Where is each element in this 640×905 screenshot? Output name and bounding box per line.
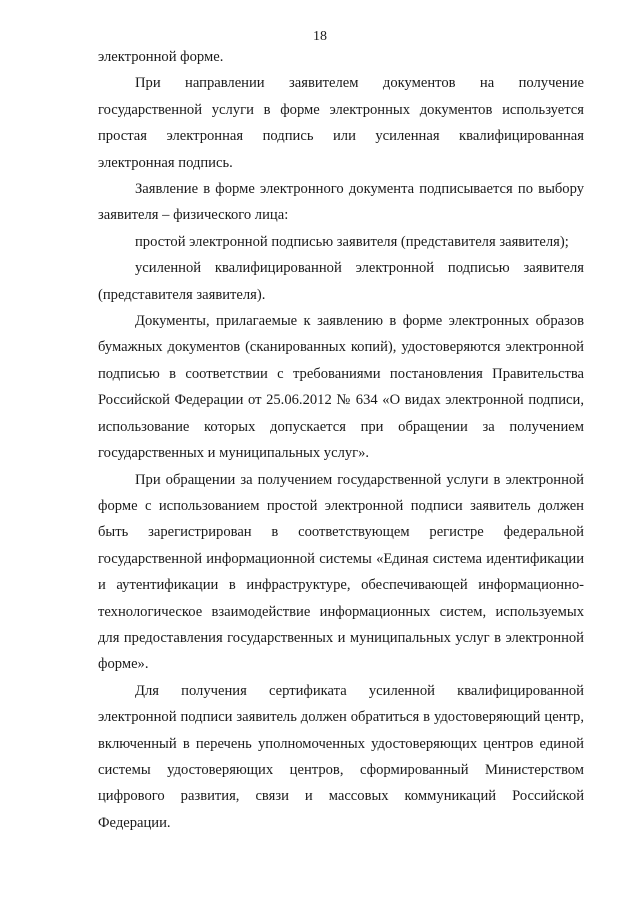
paragraph-esia-registration: При обращении за получением государственной услуги в электронной форме с использованием простой электронной подписи заявитель должен быть зарегистрирован в соответствующем регистре федеральной государственной информационной системы «Единая система идентификации и аутентификации в инфраструктуре, обеспечивающей информационно-технологическое взаимодействие информационных систем, используемых для предоставления государственных и муниципальных услуг в электронной форме». bbox=[98, 471, 584, 673]
paragraph-simple-signature: простой электронной подписью заявителя (представителя заявителя); bbox=[135, 233, 569, 250]
paragraph-continuation: электронной форме. bbox=[98, 49, 224, 65]
paragraph-qualified-signature: усиленной квалифицированной электронной подписью заявителя (представителя заявителя). bbox=[98, 260, 584, 303]
paragraph-certificate: Для получения сертификата усиленной квалифицированной электронной подписи заявитель должен обратиться в удостоверяющий центр, включенный в перечень уполномоченных удостоверяющих центров единой системы удостоверяющих центров, сформированный Министерством цифрового развития, связи и массовых коммуникаций Российской Федерации. bbox=[98, 682, 584, 831]
paragraph-application-signing: Заявление в форме электронного документа подписывается по выбору заявителя – физического лица: bbox=[98, 181, 584, 224]
body-text bbox=[98, 44, 584, 836]
paragraph-attached-documents: Документы, прилагаемые к заявлению в форме электронных образов бумажных документов (сканированных копий), удостоверяются электронной подписью в соответствии с требованиями постановления Правительства Российской Федерации от 25.06.2012 № 634 «О видах электронной подписи, использование которых допускается при обращении за получением государственных и муниципальных услуг». bbox=[98, 313, 584, 462]
page-number: 18 bbox=[313, 29, 327, 44]
paragraph-signature-types: При направлении заявителем документов на получение государственной услуги в форме электронных документов используется простая электронная подпись или усиленная квалифицированная электронная подпись. bbox=[98, 75, 584, 171]
